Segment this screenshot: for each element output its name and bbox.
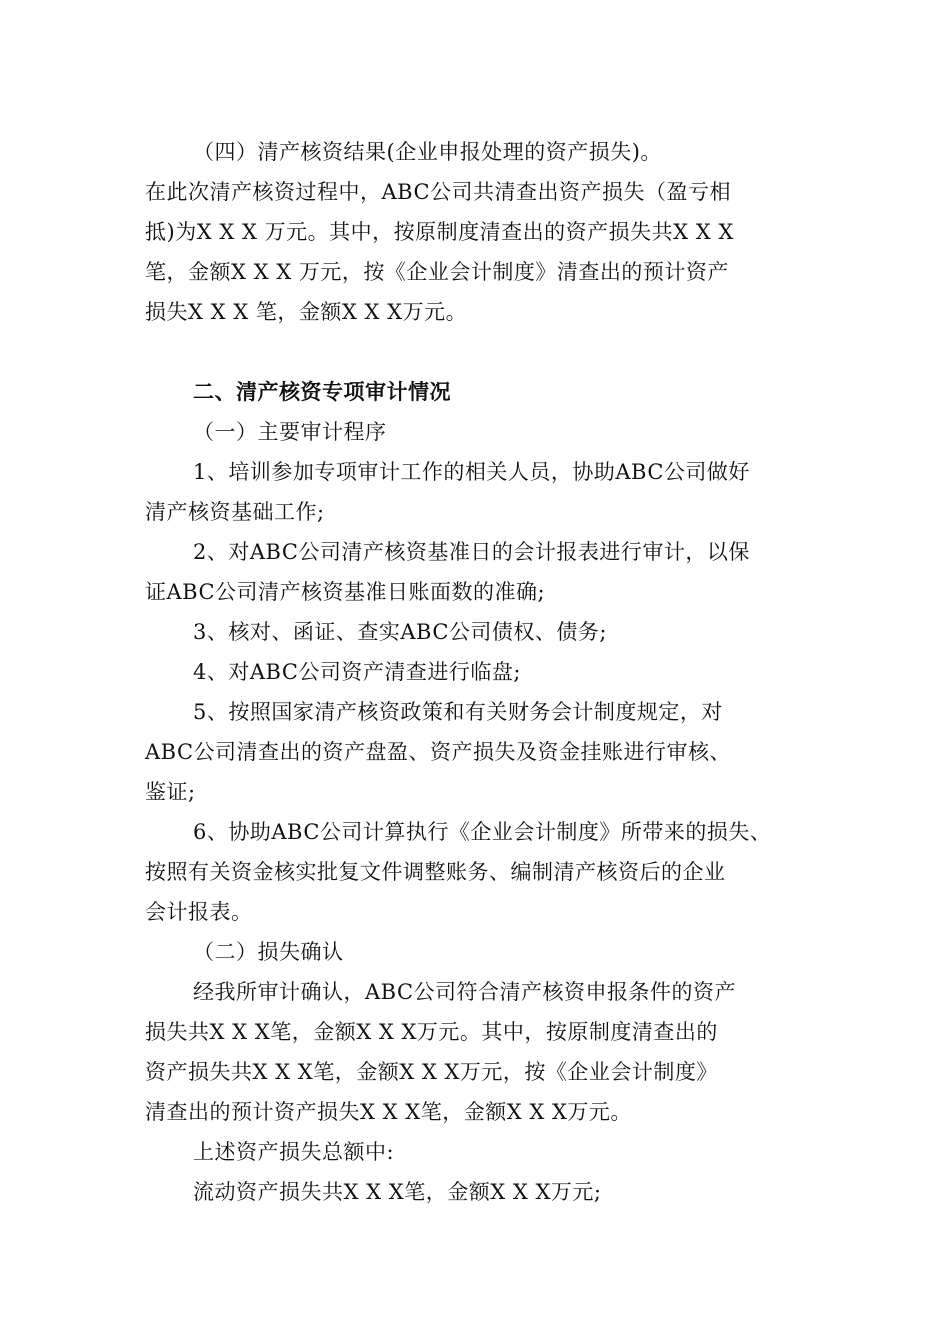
- paragraph-line: 损失X X X 笔，金额X X X万元。: [145, 300, 468, 324]
- list-item-6-cont: 按照有关资金核实批复文件调整账务、编制清产核资后的企业: [145, 860, 726, 884]
- subsection-heading-4: （四）清产核资结果(企业申报处理的资产损失)。: [193, 140, 662, 164]
- list-item-6-cont: 会计报表。: [145, 900, 253, 924]
- paragraph-line: 损失共X X X笔，金额X X X万元。其中，按原制度清查出的: [145, 1020, 718, 1044]
- list-item-5: 5、按照国家清产核资政策和有关财务会计制度规定，对: [193, 700, 723, 724]
- paragraph-line: 流动资产损失共X X X笔，金额X X X万元;: [193, 1180, 602, 1204]
- list-item-5-cont: ABC公司清查出的资产盘盈、资产损失及资金挂账进行审核、: [145, 740, 732, 764]
- paragraph-line: 在此次清产核资过程中，ABC公司共清查出资产损失（盈亏相: [145, 180, 732, 204]
- paragraph-line: 经我所审计确认，ABC公司符合清产核资申报条件的资产: [193, 980, 737, 1004]
- list-item-1-cont: 清产核资基础工作;: [145, 500, 325, 524]
- list-item-2: 2、对ABC公司清产核资基准日的会计报表进行审计，以保: [193, 540, 750, 564]
- section-heading-2: 二、清产核资专项审计情况: [193, 380, 451, 404]
- list-item-3: 3、核对、函证、查实ABC公司债权、债务;: [193, 620, 607, 644]
- list-item-4: 4、对ABC公司资产清查进行临盘;: [193, 660, 521, 684]
- paragraph-line: 上述资产损失总额中:: [193, 1140, 395, 1164]
- paragraph-line: 笔，金额X X X 万元，按《企业会计制度》清查出的预计资产: [145, 260, 729, 284]
- list-item-2-cont: 证ABC公司清产核资基准日账面数的准确;: [145, 580, 546, 604]
- list-item-6: 6、协助ABC公司计算执行《企业会计制度》所带来的损失、: [193, 820, 772, 844]
- paragraph-line: 清查出的预计资产损失X X X笔，金额X X X万元。: [145, 1100, 632, 1124]
- list-item-1: 1、培训参加专项审计工作的相关人员，协助ABC公司做好: [193, 460, 750, 484]
- paragraph-line: 资产损失共X X X笔，金额X X X万元，按《企业会计制度》: [145, 1060, 718, 1084]
- subsection-heading-2: （二）损失确认: [193, 940, 344, 964]
- paragraph-line: 抵)为X X X 万元。其中，按原制度清查出的资产损失共X X X: [145, 220, 734, 244]
- subsection-heading-1: （一）主要审计程序: [193, 420, 387, 444]
- list-item-5-cont: 鉴证;: [145, 780, 196, 804]
